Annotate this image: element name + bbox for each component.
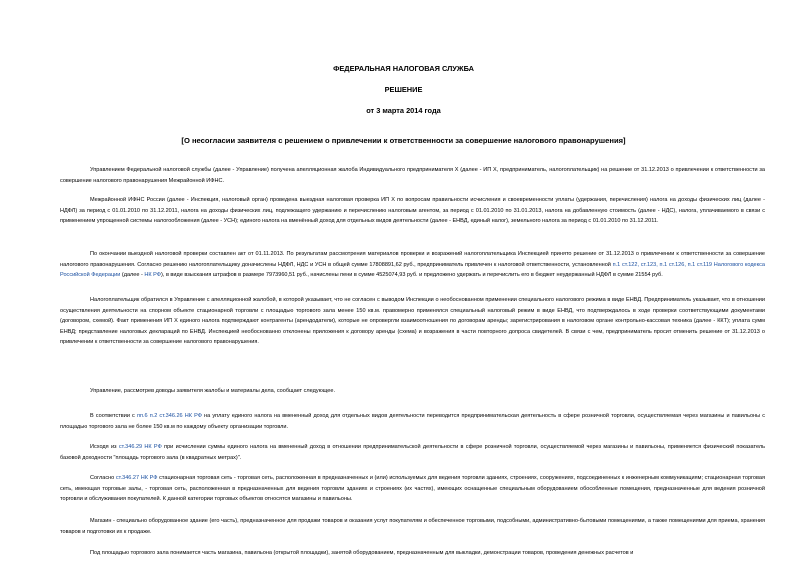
paragraph-8-text-a: Согласно xyxy=(90,475,116,481)
tax-code-articles-link[interactable]: п.1 ст.122, ст.123, п.1 ст.126, п.1 ст.119 Налогового кодекса Российской Федерации xyxy=(60,261,765,278)
paragraph-3-text-c: ), в виде взыскания штрафов в размере 7973960,51 руб., начислены пени в сумме 4525074,93 руб. и предложено удержать и перечислить его в бюджет неудержанный НДФЛ в сумме 21554 руб. xyxy=(161,272,663,278)
paragraph-10: Под площадью торгового зала понимается часть магазина, павильона (открытой площадки), занятой оборудованием, предназначенным для выкладки, демонстрации товаров, проведения денежных расчетов и xyxy=(90,550,634,556)
paragraph-7-text-b: при исчислении суммы единого налога на вмененный доход в отношении предпринимательской деятельности в сфере розничной торговли, осуществляемой через магазины и павильоны, применяется физический показатель базовой доходности "площадь торгового зала (в квадратных метрах)". xyxy=(60,444,766,461)
tax-code-link[interactable]: НК РФ xyxy=(144,272,162,278)
paragraph-1: Управлением Федеральной налоговой службы (далее - Управление) получена апелляционная жалоба Индивидуального предпринимателя X (далее - ИП X, предприниматель, налогоплательщик) на решение от 31.12.2013 о привлечении к ответственности за совершение налогового правонарушения Межрайонной ИФНС. xyxy=(60,167,765,184)
document-date: от 3 марта 2014 года xyxy=(366,106,441,115)
article-346-26-link[interactable]: пп.6 п.2 ст.346.26 НК РФ xyxy=(136,413,202,419)
paragraph-7 xyxy=(60,442,765,463)
paragraph-2: Межрайонной ИФНС России (далее - Инспекция, налоговый орган) проведена выездная налоговая проверка ИП X по вопросам правильности исчисления и своевременности уплаты (удержания, перечисления) налога на доходы физических лиц (далее - НДФЛ) за период с 01.01.2010 по 31.12.2011, налога на доходы физических лиц, подлежащего удержанию и перечислению налоговым агентом, за период с 01.01.2010 по 31.01.2013, налога на добавленную стоимость (далее - НДС), налога, уплачиваемого в связи с применением упрощенной системы налогообложения (далее - УСН); единого налога на вменённый доход для отдельных видов деятельности (далее - ЕНВД, единый налог), земельного налога за период с 01.01.2010 по 31.12.2011. xyxy=(60,197,765,224)
paragraph-7-text-a: Исходя из xyxy=(90,444,119,450)
paragraph-9: Магазин - специально оборудованное здание (его часть), предназначенное для продажи товаров и оказания услуг покупателям и обеспеченное торговыми, подсобными, административно-бытовыми помещениями, а также помещениями для приема, хранения товаров и подготовки их к продаже. xyxy=(60,518,765,535)
paragraph-6 xyxy=(60,411,765,432)
agency-title: ФЕДЕРАЛЬНАЯ НАЛОГОВАЯ СЛУЖБА xyxy=(333,64,474,73)
article-346-27-link[interactable]: ст.346.27 НК РФ xyxy=(115,475,158,481)
paragraph-3-text-a: По окончании выездной налоговой проверки составлен акт от 01.11.2013. По результатам рассмотрения материалов проверки и возражений налогоплательщика Инспекцией принято решение от 31.12.2013 о привлечении к ответственности за совершение налогового правонарушения. Согласно решению налогоплательщику доначислены НДФЛ, НДС и УСН в общей сумме 17808891,62 руб., предприниматель привлечен к налоговой ответственности, установленной xyxy=(60,251,765,268)
paragraph-8 xyxy=(60,473,765,505)
paragraph-3 xyxy=(60,249,765,281)
paragraph-3-text-b: (далее - xyxy=(120,272,145,278)
paragraph-4: Налогоплательщик обратился в Управление с апелляционной жалобой, в которой указывает, что не согласен с выводом Инспекции о необоснованном применении специального налогового режима в виде ЕНВД. Предприниматель указывает, что в отношении осуществления деятельности на спорном объекте стационарной торговли с площадью торгового зала менее 150 кв.м. правомерно применялся специальный налоговый режим в виде ЕНВД, что подтверждалось в ходе проверки соответствующими документами (договором, схемой). Факт применения ИП X единого налога подтверждают контрагенты (арендодатели), которые не опровергли взаимоотношения по договорам аренды; зарегистрирования в налоговом органе контрольно-кассовая техника (далее - ККТ); уплата сумм ЕНВД; представление налоговых деклараций по ЕНВД. Инспекцией необоснованно отклонены приложения к договору аренды (схема) и возражения в части повторного допроса свидетелей. В связи с чем, предприниматель просит отменить решение от 31.12.2013 о привлечении к ответственности за совершение налогового правонарушения. xyxy=(60,297,765,345)
document-subject: [О несогласии заявителя с решением о привлечении к ответственности за совершение налогового правонарушения] xyxy=(181,136,626,145)
document-type: РЕШЕНИЕ xyxy=(384,85,423,94)
paragraph-6-text-b: на уплату единого налога на вмененный доход для отдельных видов деятельности переводится предпринимательская деятельность в сфере розничной торговли, осуществляемая через магазины и павильоны с площадью торгового зала не более 150 кв.м по каждому объекту организации торговли. xyxy=(60,413,765,430)
paragraph-5: Управление, рассмотрев доводы заявителя жалобы и материалы дела, сообщает следующее. xyxy=(90,388,335,394)
article-346-29-link[interactable]: ст.346.29 НК РФ xyxy=(118,444,162,450)
paragraph-8-text-b: стационарная торговая сеть - торговая сеть, расположенная в предназначенных и (или) используемых для ведения торговли зданиях, строениях, сооружениях, подсоединенных к инженерным коммуникациям; стационарная торговая сеть, имеющая торговые залы, - торговая сеть, расположенная в предназначенных для ведения торговли зданиях и строениях (их частях), имеющих оснащенные специальным оборудованием обособленные помещения, предназначенные для ведения розничной торговли и обслуживания покупателей. К данной категории торговых объектов относятся магазины и павильоны. xyxy=(60,475,765,502)
paragraph-6-text-a: В соответствии с xyxy=(90,413,137,419)
